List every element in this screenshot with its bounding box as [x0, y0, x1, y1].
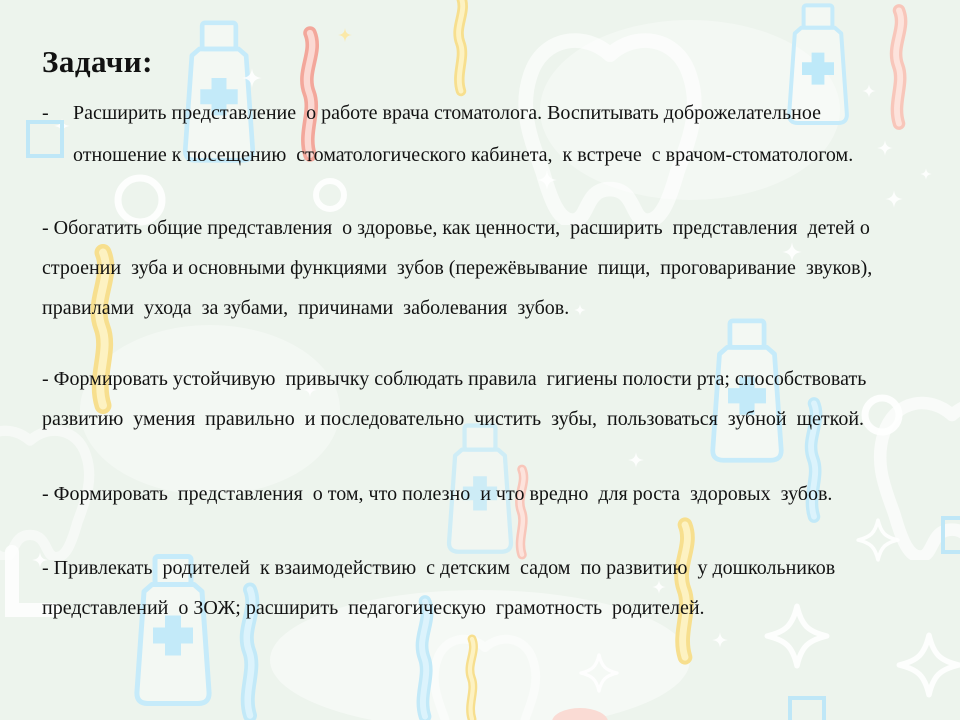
- bullet-dash: -: [42, 102, 49, 124]
- page-title: Задачи:: [42, 44, 153, 79]
- text-line: строении зуба и основными функциями зубов (пережёвывание пищи, проговаривание звуков),: [42, 257, 873, 279]
- text-line: - Формировать устойчивую привычку соблюдать правила гигиены полости рта; способствовать: [42, 368, 867, 390]
- task-paragraph-4: [42, 474, 916, 514]
- slide-content: [42, 0, 916, 628]
- text-line: отношение к посещению стоматологического кабинета, к встрече с врачом-стоматологом.: [73, 144, 854, 166]
- task-paragraph-1: [42, 92, 916, 176]
- text-line: - Привлекать родителей к взаимодействию с детским садом по развитию у дошкольников: [42, 557, 836, 579]
- task-paragraph-5: [42, 548, 916, 628]
- toothbrush-icon: [470, 639, 474, 719]
- text-line: - Формировать представления о том, что полезно и что вредно для роста здоровых зубов.: [42, 483, 833, 505]
- text-line: представлений о ЗОЖ; расширить педагогическую грамотность родителей.: [42, 597, 705, 619]
- task-paragraph-3: [42, 359, 916, 439]
- text-line: Расширить представление о работе врача стоматолога. Воспитывать доброжелательное: [73, 102, 821, 124]
- text-line: развитию умения правильно и последовательно чистить зубы, пользоваться зубной щеткой.: [42, 408, 865, 430]
- text-line: правилами ухода за зубами, причинами заболевания зубов.: [42, 297, 570, 319]
- diamond-icon: [899, 635, 958, 694]
- task-paragraph-2: [42, 208, 916, 328]
- text-line: - Обогатить общие представления о здоровье, как ценности, расширить представления детей о: [42, 217, 870, 239]
